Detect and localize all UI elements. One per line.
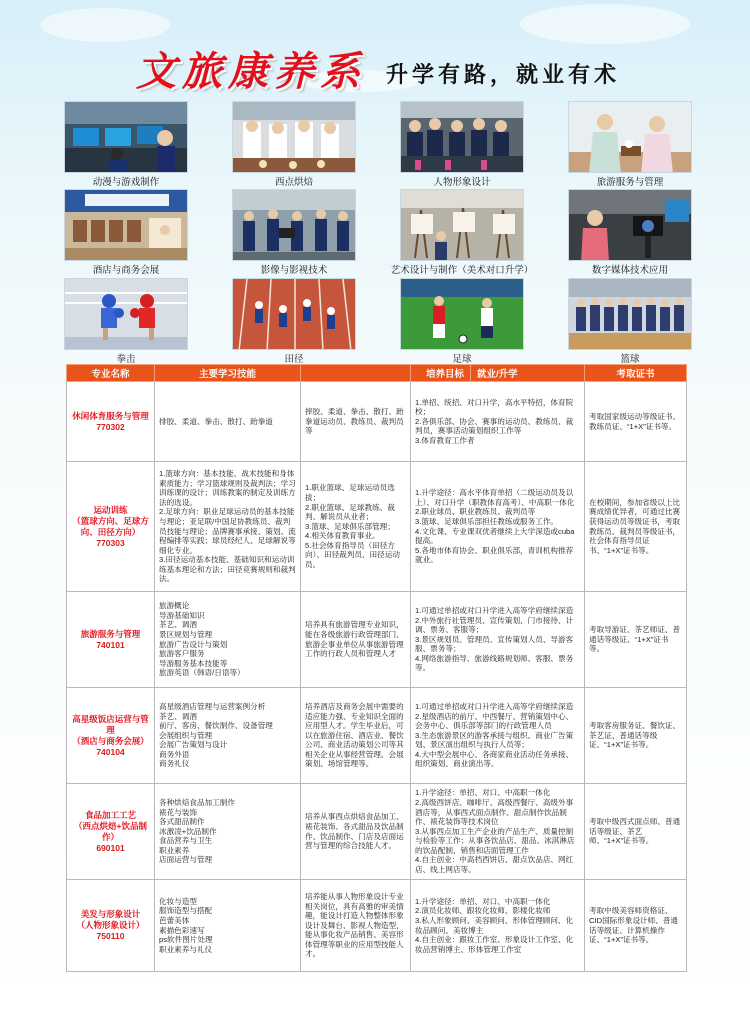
- gallery-caption: 旅游服务与管理: [596, 177, 664, 188]
- major-code: 770302: [96, 421, 125, 432]
- career-cell: 1.升学途径：高水平体育单招（二级运动员及以上）、对口升学（职教体育高考）、中高职一体化 2.职业球员、职业教练员、裁判员等 3.篮球、足球俱乐部担任教练或服务工作。 4.文化课、专业课双优者继续上大学深造或cuba提高。 5.各地市体育协会、职业俱乐部，青训机构推荐就业。: [411, 462, 585, 592]
- column-header-skills: 主要学习技能: [155, 365, 301, 382]
- goal-cell: 培养具有旅游管理专业知识，能在各级旅游行政管理部门、旅游企事业单位从事旅游管理工作的行政人员和管理人才: [301, 592, 411, 688]
- major-code: 690101: [96, 842, 125, 853]
- column-header-goal: 培养目标: [411, 365, 471, 382]
- table-header-row: [67, 365, 687, 382]
- majors-table: [66, 364, 686, 972]
- skills-cell: 化妆与造型 服饰造型与搭配 芭蕾美体 素描色彩速写 ps软件图片处理 职业素养与礼仪: [155, 880, 301, 972]
- gallery-caption: 数字媒体技术应用: [591, 265, 668, 276]
- gallery-item: [232, 101, 356, 191]
- major-name: 旅游服务与管理: [80, 628, 141, 639]
- gallery-item: [568, 189, 692, 279]
- gallery-caption: 影像与影视技术: [260, 265, 328, 276]
- gallery-caption: 酒店与商务会展: [92, 265, 160, 276]
- conference-hall-photo: [64, 189, 188, 261]
- column-header-major: 专业名称: [67, 365, 155, 382]
- certificate-cell: 考取中级西式面点师、普通话等级证、茶艺师、“1+X”证书等。: [585, 784, 687, 880]
- column-header-certificate: 考取证书: [585, 365, 687, 382]
- digital-media-photo: [568, 189, 692, 261]
- page-subtitle: 升学有路，就业有术: [386, 63, 621, 88]
- computer-lab-photo: [64, 101, 188, 173]
- gallery-caption: 足球: [452, 354, 472, 365]
- gallery-item: [64, 189, 188, 279]
- column-header-career: 就业/升学: [471, 365, 585, 382]
- art-studio-photo: [400, 189, 524, 261]
- gallery-item: [390, 189, 534, 279]
- gallery-item: [568, 278, 692, 368]
- gallery-caption: 拳击: [116, 354, 136, 365]
- career-cell: 1.单招、统招、对口升学，高水平特招，体育院校； 2.各俱乐部、协会、赛事的运动员、教练员、裁判员，赛事活动策划组织工作等 3.体育教育工作者: [411, 382, 585, 462]
- major-name: 食品加工工艺 （西点烘焙+饮品制作）: [74, 809, 147, 842]
- table-row: [67, 784, 687, 880]
- gallery-item: [232, 189, 356, 279]
- gallery-item: [64, 101, 188, 191]
- basketball-team-photo: [568, 278, 692, 350]
- styling-class-photo: [400, 101, 524, 173]
- bakery-class-photo: [232, 101, 356, 173]
- major-name: 休闲体育服务与管理: [72, 410, 149, 421]
- major-code: 740104: [96, 746, 125, 757]
- major-name-cell: [67, 688, 155, 784]
- gallery-item: [64, 278, 188, 368]
- table-row: [67, 880, 687, 972]
- gallery-item: [568, 101, 692, 191]
- gallery-caption: 西点烘焙: [274, 177, 313, 188]
- skills-cell: 高星级酒店管理与运营案例分析 茶艺、调酒 前厅、客房、餐饮制作、设备管理 会展组织与管理 会展广告策划与设计 商务外语 商务礼仪: [155, 688, 301, 784]
- table-row: [67, 382, 687, 462]
- gallery-caption: 艺术设计与制作（美术对口升学）: [390, 265, 534, 276]
- career-cell: 1.升学途径：单招、对口、中高职一体化 2.高级西饼店、咖啡厅、高级西餐厅、高级外事酒店等，从事西式面点制作、甜点制作饮品制作、裱花装饰等技术岗位 3.从事西点加工生产企业的产品生产、质量控制与检验等工作；从事各饮品店、甜品、冰淇淋店的饮品配制、销售和店面管理工作 4.自主创业：中高档西饼店、甜点饮品店、网红店、线上网店等。: [411, 784, 585, 880]
- certificate-cell: 考取国家级运动等级证书、教练员证、“1+X”证书等。: [585, 382, 687, 462]
- gallery-caption: 田径: [284, 354, 304, 365]
- major-name-cell: [67, 382, 155, 462]
- major-name-cell: [67, 462, 155, 592]
- certificate-cell: 考取中级美容师资格证、CID国际形象设计师、普通话等级证、计算机操作证、“1+X”证书等。: [585, 880, 687, 972]
- goal-cell: 摔胶、柔道、拳击、散打、跆拳道运动员、教练员、裁判员等: [301, 382, 411, 462]
- table-row: [67, 688, 687, 784]
- certificate-cell: 考取客房服务证、餐饮证、茶艺证、普通话等级证、“1+X”证书等。: [585, 688, 687, 784]
- certificate-cell: 在校期间，参加省级以上比赛成绩优异者，可通过比赛获得运动员等级证书，考取教练员、裁判员等级证书，社会体育指导员证书、“1+X”证书等。: [585, 462, 687, 592]
- goal-cell: 培养酒店及商务会展中需要的适应能力强、专业知识全面的应用型人才。学生毕业后，可以在旅游住宿、酒店业、餐饮公司、商业活动策划公司等其相关企业从事经营管理、会展策划、场馆管理等。: [301, 688, 411, 784]
- major-name: 高星级饭店运营与管理 （酒店与商务会展）: [72, 713, 149, 746]
- skills-cell: 各种烘焙食品加工制作 裱花与装饰 各式甜品制作 冰激凌+饮品制作 食品营养与卫生 职业素养 店面运营与管理: [155, 784, 301, 880]
- page-title: 文旅康养系: [136, 48, 366, 95]
- skills-cell: 排胶、柔道、拳击、散打、跆拳道: [155, 382, 301, 462]
- poster-header: [0, 32, 750, 95]
- gallery-caption: 人物形象设计: [433, 177, 491, 188]
- major-name-cell: [67, 592, 155, 688]
- boxing-photo: [64, 278, 188, 350]
- major-name: 运动训练 （篮球方向、足球方向、田径方向）: [72, 504, 149, 537]
- gallery-item: [400, 278, 524, 368]
- skills-cell: 1.篮球方向：基本技能、战术技能和身体素质能力；学习篮球规则及裁判法；学习训练课的设计；训练教案的制定及训练方法的选设。 2.足球方向：职业足球运动员的基本技能与理论；亚足联/中国足协教练员、裁判员技能与理论；品牌赛事承接、策划、流程编排等实践；球员经纪人、足球解说等细化专业。 3.田径运动基本技能、基础知识和运动训练基本理论和方法；田径竞赛规则和裁判法。: [155, 462, 301, 592]
- goal-cell: 培养能从事人物形象设计专业相关岗位，具有高雅的审美情趣，能设计打造人物整体形象设计及舞台、影视人物造型，能从事化妆产品销售、美容形体管理等职业的应用型技能人才。: [301, 880, 411, 972]
- major-name: 美发与形象设计 （人物形象设计）: [76, 909, 145, 930]
- film-studio-photo: [232, 189, 356, 261]
- certificate-cell: 考取导游证、茶艺师证、普通话等级证、“1+X”证书等。: [585, 592, 687, 688]
- football-photo: [400, 278, 524, 350]
- gallery-item: [400, 101, 524, 191]
- major-name-cell: [67, 880, 155, 972]
- career-cell: 1.可通过单招或对口升学进入高等学府继续深造 2.星级酒店的前厅、中西餐厅、营销策划中心、会务中心、俱乐部等部门的行政管理人员 3.生态旅游景区的游客承接与组织、商业广告策划、景区演出组织与执行人员等； 4.大中型会展中心、各商家商业活动任务承接、组织策划、商业演出等。: [411, 688, 585, 784]
- major-code: 770303: [96, 537, 125, 548]
- gallery-caption: 动漫与游戏制作: [92, 177, 160, 188]
- gallery-caption: 篮球: [620, 354, 640, 365]
- column-header-blank: [301, 365, 411, 382]
- major-code: 750110: [96, 931, 125, 941]
- table-row: [67, 592, 687, 688]
- goal-cell: 培养从事西点烘焙食品加工、裱花装饰、各式甜品及饮品制作、饮品制作、门店及店面运营与管理的综合技能人才。: [301, 784, 411, 880]
- career-cell: 1.可通过单招或对口升学进入高等学府继续深造 2.中外旅行社管理员、宣传策划、门市接待、计调、票务、客服等； 3.景区规划员、管理员、宣传策划人员、导游客服、票务等； 4.网络旅游指导、旅游线路规划师、客服、票务等。: [411, 592, 585, 688]
- table-row: [67, 462, 687, 592]
- major-code: 740101: [96, 639, 125, 650]
- skills-cell: 旅游概论 导游基础知识 茶艺、调酒 景区规划与管理 旅游广告设计与策划 旅游客户服务 导游服务基本技能等 旅游英语（韩语/日语等）: [155, 592, 301, 688]
- gallery-item: [232, 278, 356, 368]
- major-name-cell: [67, 784, 155, 880]
- tourism-service-photo: [568, 101, 692, 173]
- goal-cell: 1.职业篮球、足球运动员选拔； 2.职业篮球、足球教练、裁判、解说员从业者； 3.篮球、足球俱乐部管理； 4.相关体育教育事业。 5.社会体育指导员（田径方向）、田径裁判员、田径运动员。: [301, 462, 411, 592]
- track-race-photo: [232, 278, 356, 350]
- career-cell: 1.升学途径：单招、对口、中高职一体化 2.演员化妆师、跟妆化妆师、影楼化妆师 3.私人形象顾问、美容顾问、形体管理顾问、化妆品顾问、美妆博主 4.自主创业：跟妆工作室、形象设计工作室、化妆品营销博主、形体管理工作室: [411, 880, 585, 972]
